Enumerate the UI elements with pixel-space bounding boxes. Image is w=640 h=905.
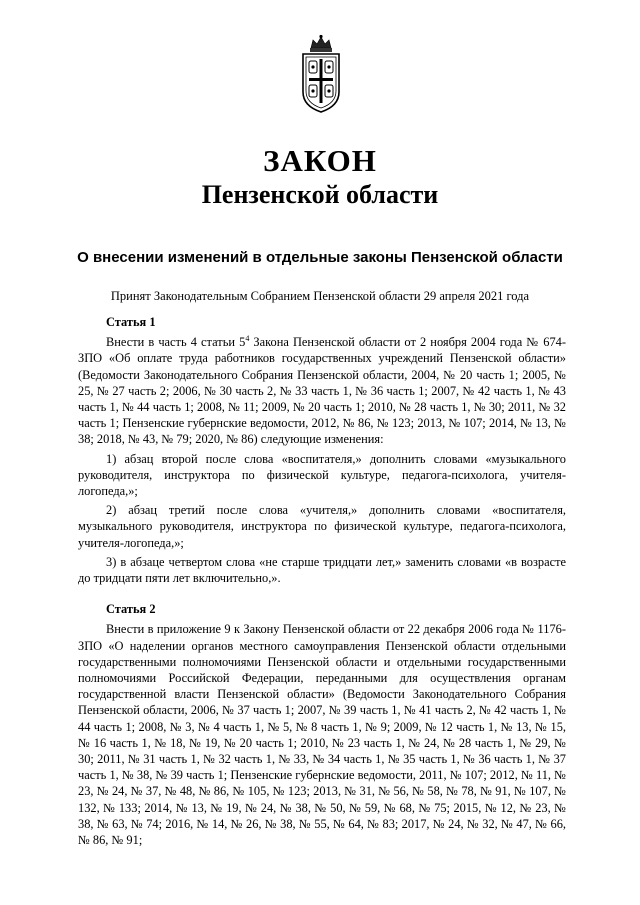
law-subject-heading: О внесении изменений в отдельные законы Пензенской области [77, 249, 563, 266]
article-1-intro-rest: Закона Пензенской области от 2 ноября 2004 года № 674-ЗПО «Об оплате труда работников государственных учреждений Пензенской области» (Ведомости Законодательного Собрания Пензенской области, 2004, № 20 часть 1; 2005, № 25, № 27 часть 2; 2006, № 30 часть 2, № 33 часть 1, № 36 часть 1; 2007, № 42 часть 1, № 43 часть 1, № 44 часть 1; 2008, № 11; 2009, № 20 часть 1; 2010, № 28 часть 1, № 30; 2011, № 32 часть 1; Пензенские губернские ведомости, 2012, № 86, № 123; 2013, № 107; 2014, № 13, № 38; 2018, № 43, № 79; 2020, № 86) следующие изменения: [78, 335, 567, 447]
adoption-note: Принят Законодательным Собранием Пензенской области 29 апреля 2021 года [110, 289, 530, 303]
coat-of-arms-icon [298, 34, 344, 114]
law-body [78, 314, 566, 848]
article-1-item-1: 1) абзац второй после слова «воспитателя,» дополнить словами «музыкального руководителя, инструктора по физической культуре, педагога-психолога, учителя-логопеда,»; [78, 451, 566, 499]
article-1-intro-start: Внести в часть 4 статьи 5 [106, 335, 246, 350]
article-1-heading: Статья 1 [106, 315, 156, 329]
region-title: Пензенской области [201, 180, 439, 209]
article-1-intro-superscript: 4 [245, 334, 250, 344]
article-1-intro [78, 334, 566, 447]
law-title: ЗАКОН [263, 143, 377, 178]
article-1-item-2: 2) абзац третий после слова «учителя,» дополнить словами «воспитателя, музыкального руководителя, инструктора по физической культуре, педагога-психолога, учителя-логопеда,»; [78, 503, 566, 550]
article-2-text: Внести в приложение 9 к Закону Пензенской области от 22 декабря 2006 года № 1176-ЗПО «О наделении органов местного самоуправления Пензенской области отдельными государственными полномочиями Пензенской области и отдельными государственными полномочиями Российской Федерации, переданными для осуществления органам государственной власти Пензенской области» (Ведомости Законодательного Собрания Пензенской области, 2006, № 37 часть 1; 2007, № 39 часть 1, № 41 часть 2, № 42 часть 1, № 44 часть 1; 2008, № 3, № 4 часть 1, № 5, № 8 часть 1, № 9; 2009, № 12 часть 1, № 13, № 15, № 16 часть 1, № 18, № 19, № 20 часть 1; 2010, № 23 часть 1, № 24, № 28 часть 1, № 29, № 30; 2011, № 31 часть 1, № 32 часть 1, № 33, № 34 часть 1, № 35 часть 1, № 36 часть 1, № 37 часть 1, № 38, № 39 часть 1; Пензенские губернские ведомости, 2011, № 107; 2012, № 11, № 23, № 24, № 37, № 48, № 86, № 105, № 123; 2013, № 31, № 56, № 58, № 78, № 91, № 107, № 132, № 133; 2014, № 13, № 19, № 24, № 38, № 50, № 59, № 68, № 75; 2015, № 12, № 23, № 38, № 63, № 74; 2016, № 14, № 26, № 38, № 55, № 64, № 83; 2017, № 24, № 32, № 47, № 66, № 86, № 91; [78, 622, 566, 848]
article-1-item-3: 3) в абзаце четвертом слова «не старше тридцати лет,» заменить словами «в возрасте до тридцати пяти лет включительно,». [78, 554, 566, 586]
article-2-heading: Статья 2 [106, 602, 156, 617]
